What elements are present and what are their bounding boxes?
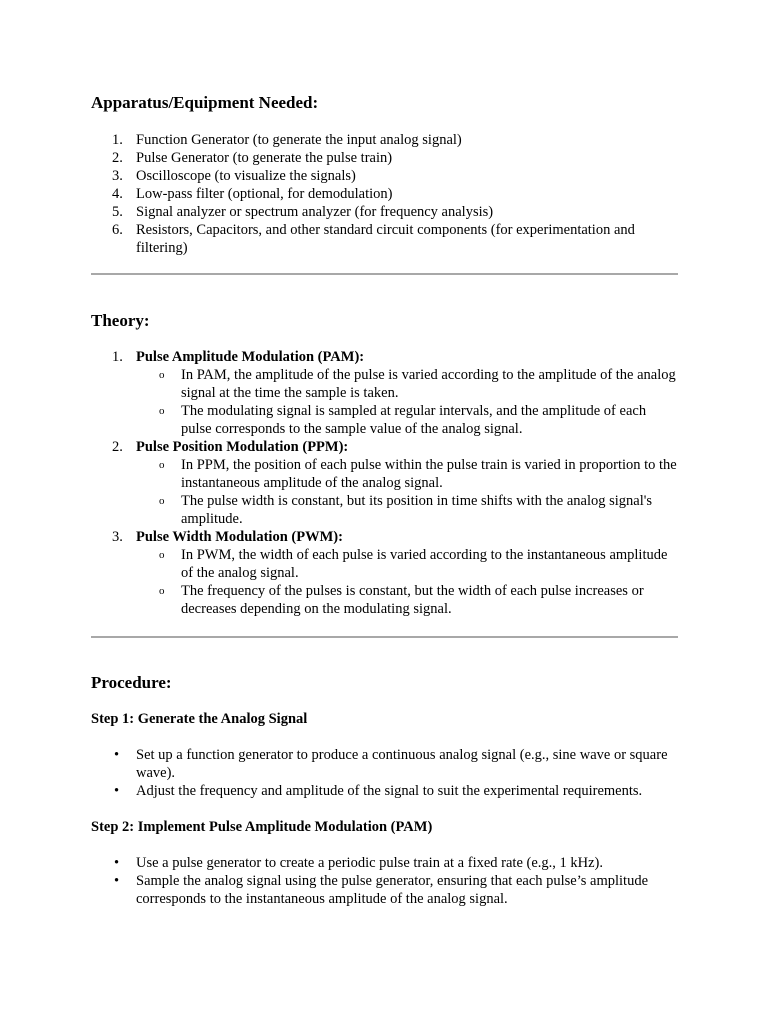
list-item: 5. Signal analyzer or spectrum analyzer (for frequency analysis): [112, 204, 494, 220]
list-item: 2. Pulse Position Modulation (PPM): o In PPM, the position of each pulse within the pulse train is varied in proportion to the instantaneous amplitude of the analog signal. o The pulse width is constant, but its position in time shifts with the analog signal's amplitude.: [91, 438, 679, 528]
theory-list: [91, 348, 679, 618]
list-item: 2. Pulse Generator (to generate the pulse train): [112, 150, 393, 166]
procedure-heading: Procedure:: [91, 673, 172, 692]
sub-list: [136, 546, 679, 618]
sub-list: [136, 456, 679, 528]
theory-item-title: Pulse Width Modulation (PWM):: [136, 529, 343, 545]
theory-item-title: Pulse Amplitude Modulation (PAM):: [136, 349, 365, 365]
section-divider: [91, 273, 678, 275]
list-item: • Sample the analog signal using the pulse generator, ensuring that each pulse’s amplitude corresponds to the instantaneous amplitude of the analog signal.: [114, 873, 649, 907]
section-divider: [91, 636, 678, 638]
apparatus-list: [91, 131, 679, 257]
sub-item: o In PPM, the position of each pulse within the pulse train is varied in proportion to the instantaneous amplitude of the analog signal.: [159, 457, 677, 491]
step-title: Step 1: Generate the Analog Signal: [91, 711, 308, 727]
list-item: 6. Resistors, Capacitors, and other standard circuit components (for experimentation and filtering): [112, 222, 635, 256]
theory-item-title: Pulse Position Modulation (PPM):: [136, 439, 349, 455]
list-item: • Set up a function generator to produce a continuous analog signal (e.g., sine wave or square wave).: [114, 747, 668, 781]
sub-item: o In PWM, the width of each pulse is varied according to the instantaneous amplitude of the analog signal.: [159, 547, 668, 581]
sub-item: o The frequency of the pulses is constant, but the width of each pulse increases or decreases depending on the modulating signal.: [159, 583, 644, 617]
sub-list: [136, 366, 679, 438]
step-bullets: [91, 746, 679, 800]
step-title: Step 2: Implement Pulse Amplitude Modulation (PAM): [91, 819, 433, 835]
list-item: 3. Pulse Width Modulation (PWM): o In PWM, the width of each pulse is varied according to the instantaneous amplitude of the analog signal. o The frequency of the pulses is constant, but the width of each pulse increases or decreases depending on the modulating signal.: [91, 528, 679, 618]
list-item: 4. Low-pass filter (optional, for demodulation): [112, 186, 393, 202]
apparatus-heading: Apparatus/Equipment Needed:: [91, 93, 319, 112]
list-item: 1. Function Generator (to generate the input analog signal): [112, 132, 462, 148]
list-item: • Adjust the frequency and amplitude of the signal to suit the experimental requirements.: [114, 783, 643, 799]
sub-item: o The modulating signal is sampled at regular intervals, and the amplitude of each pulse corresponds to the sample value of the analog signal.: [159, 403, 647, 437]
sub-item: o The pulse width is constant, but its position in time shifts with the analog signal's amplitude.: [159, 493, 653, 527]
theory-heading: Theory:: [91, 311, 150, 330]
step-bullets: [91, 854, 679, 908]
list-item: 3. Oscilloscope (to visualize the signals): [112, 168, 356, 184]
list-item: • Use a pulse generator to create a periodic pulse train at a fixed rate (e.g., 1 kHz).: [114, 855, 604, 871]
sub-item: o In PAM, the amplitude of the pulse is varied according to the amplitude of the analog signal at the time the sample is taken.: [159, 367, 676, 401]
list-item: 1. Pulse Amplitude Modulation (PAM): o In PAM, the amplitude of the pulse is varied according to the amplitude of the analog signal at the time the sample is taken. o The modulating signal is sampled at regular intervals, and the amplitude of each pulse corresponds to the sample value of the analog signal.: [91, 348, 679, 438]
